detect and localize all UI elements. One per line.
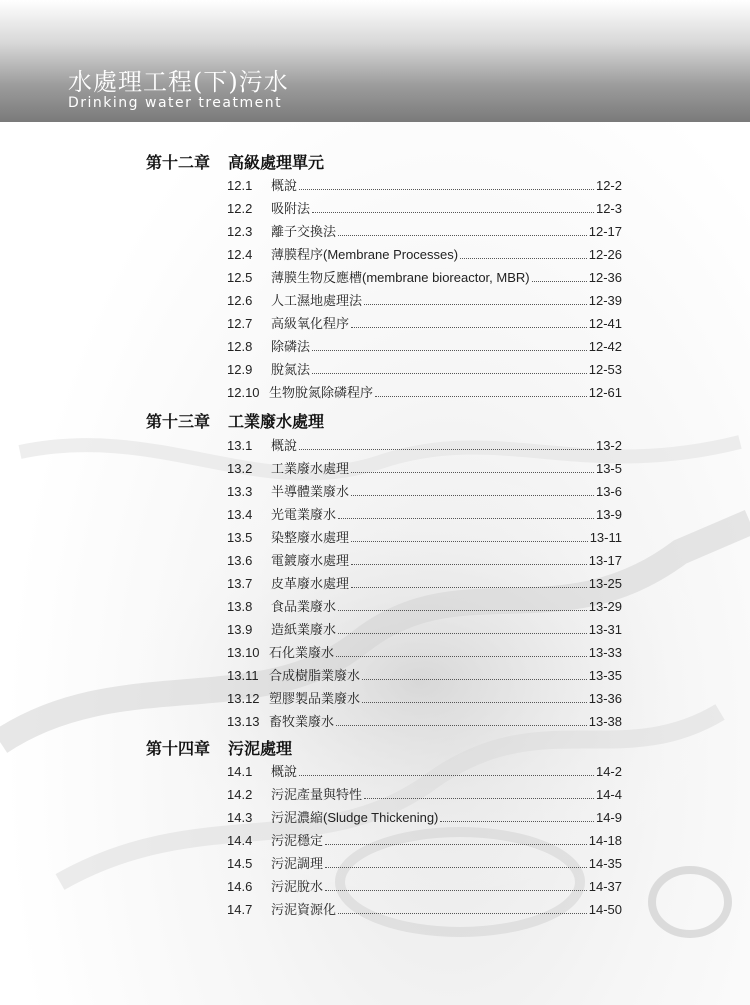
dot-leader: [325, 867, 587, 868]
page-number: 13-9: [595, 507, 622, 522]
toc-entry: [227, 807, 622, 827]
toc-entry: [227, 481, 622, 501]
page-number: 13-17: [588, 553, 622, 568]
dot-leader: [299, 775, 594, 776]
toc-entry: [227, 784, 622, 804]
section-number: 14.7: [227, 902, 253, 917]
section-title: 石化業廢水: [269, 645, 335, 660]
section-number: 13.3: [227, 484, 253, 499]
section-title: 人工濕地處理法: [271, 293, 363, 308]
dot-leader: [532, 281, 587, 282]
section-title: 污泥資源化: [271, 902, 337, 917]
page-number: 12-26: [588, 247, 622, 262]
dot-leader: [375, 396, 587, 397]
dot-leader: [460, 258, 587, 259]
toc-entry: [227, 382, 622, 402]
toc-entry: [227, 550, 622, 570]
section-title: 污泥穩定: [271, 833, 324, 848]
dot-leader: [325, 890, 587, 891]
dot-leader: [351, 327, 587, 328]
toc-entry: [227, 313, 622, 333]
page-number: 13-11: [589, 530, 622, 545]
dot-leader: [362, 702, 587, 703]
page-number: 14-4: [595, 787, 622, 802]
toc-entry: [227, 527, 622, 547]
dot-leader: [338, 518, 594, 519]
toc-entry: [227, 267, 622, 287]
section-title: 概說: [271, 438, 298, 453]
section-title: 薄膜生物反應槽(membrane bioreactor, MBR): [271, 270, 530, 285]
toc-entry: [227, 711, 622, 731]
section-title: 畜牧業廢水: [269, 714, 335, 729]
section-number: 14.6: [227, 879, 253, 894]
page-number: 13-29: [588, 599, 622, 614]
toc-entry: [227, 688, 622, 708]
dot-leader: [351, 495, 594, 496]
section-title: 合成樹脂業廢水: [269, 668, 361, 683]
toc-entry: [227, 504, 622, 524]
dot-leader: [336, 656, 587, 657]
section-number: 12.2: [227, 201, 253, 216]
dot-leader: [312, 350, 587, 351]
page-number: 12-39: [588, 293, 622, 308]
section-title: 染整廢水處理: [271, 530, 350, 545]
section-number: 12.7: [227, 316, 253, 331]
section-title: 食品業廢水: [271, 599, 337, 614]
chapter-heading: [146, 409, 324, 432]
section-number: 12.3: [227, 224, 253, 239]
dot-leader: [336, 725, 587, 726]
dot-leader: [351, 564, 587, 565]
page-number: 12-53: [588, 362, 622, 377]
section-title: 污泥濃縮(Sludge Thickening): [271, 810, 439, 825]
toc-entry: [227, 435, 622, 455]
section-number: 13.5: [227, 530, 253, 545]
chapter-title: 污泥處理: [228, 739, 293, 758]
section-number: 13.11: [227, 668, 259, 683]
toc-entry: [227, 665, 622, 685]
section-number: 12.6: [227, 293, 253, 308]
toc-entry: [227, 359, 622, 379]
section-title: 污泥產量與特性: [271, 787, 363, 802]
section-number: 14.4: [227, 833, 253, 848]
section-number: 13.1: [227, 438, 253, 453]
toc-entry: [227, 761, 622, 781]
dot-leader: [362, 679, 587, 680]
section-number: 13.6: [227, 553, 253, 568]
section-number: 13.7: [227, 576, 253, 591]
section-number: 12.8: [227, 339, 253, 354]
page-number: 13-33: [588, 645, 622, 660]
section-title: 污泥調理: [271, 856, 324, 871]
section-number: 14.3: [227, 810, 253, 825]
section-number: 12.5: [227, 270, 253, 285]
dot-leader: [351, 541, 588, 542]
section-title: 薄膜程序(Membrane Processes): [271, 247, 459, 262]
dot-leader: [338, 913, 587, 914]
section-title: 脫氮法: [271, 362, 311, 377]
section-title: 塑膠製品業廢水: [269, 691, 361, 706]
chapter-title: 工業廢水處理: [228, 412, 325, 431]
dot-leader: [351, 587, 587, 588]
section-title: 半導體業廢水: [271, 484, 350, 499]
page-number: 14-2: [595, 764, 622, 779]
chapter-heading: [146, 150, 324, 173]
section-title: 概說: [271, 178, 298, 193]
toc-entry: [227, 853, 622, 873]
page-number: 13-5: [595, 461, 622, 476]
toc-entry: [227, 458, 622, 478]
page-number: 12-42: [588, 339, 622, 354]
toc-entry: [227, 830, 622, 850]
section-title: 工業廢水處理: [271, 461, 350, 476]
page-number: 12-41: [588, 316, 622, 331]
chapter-heading: [146, 736, 292, 759]
page-number: 13-36: [588, 691, 622, 706]
toc-entry: [227, 290, 622, 310]
page-number: 13-25: [588, 576, 622, 591]
page-number: 14-35: [588, 856, 622, 871]
page-number: 12-3: [595, 201, 622, 216]
page-header: [0, 0, 750, 122]
dot-leader: [312, 373, 587, 374]
dot-leader: [338, 633, 587, 634]
page-number: 13-38: [588, 714, 622, 729]
section-number: 14.5: [227, 856, 253, 871]
toc-entry: [227, 198, 622, 218]
toc-entry: [227, 244, 622, 264]
section-number: 13.9: [227, 622, 253, 637]
dot-leader: [312, 212, 594, 213]
section-title: 離子交換法: [271, 224, 337, 239]
toc-entry: [227, 899, 622, 919]
dot-leader: [440, 821, 594, 822]
dot-leader: [325, 844, 587, 845]
toc-entry: [227, 876, 622, 896]
dot-leader: [338, 235, 587, 236]
page-number: 13-35: [588, 668, 622, 683]
page-number: 13-31: [588, 622, 622, 637]
section-number: 13.2: [227, 461, 253, 476]
section-title: 概說: [271, 764, 298, 779]
section-title: 污泥脫水: [271, 879, 324, 894]
section-number: 12.4: [227, 247, 253, 262]
chapter-number: 第十二章: [146, 153, 211, 172]
dot-leader: [351, 472, 594, 473]
section-number: 12.1: [227, 178, 253, 193]
page-number: 14-50: [588, 902, 622, 917]
section-title: 電鍍廢水處理: [271, 553, 350, 568]
page-number: 13-2: [595, 438, 622, 453]
page-number: 13-6: [595, 484, 622, 499]
page-number: 12-17: [588, 224, 622, 239]
toc-entry: [227, 175, 622, 195]
page-number: 12-36: [588, 270, 622, 285]
chapter-title: 高級處理單元: [228, 153, 325, 172]
dot-leader: [299, 189, 594, 190]
page-number: 12-61: [588, 385, 622, 400]
chapter-number: 第十四章: [146, 739, 211, 758]
section-number: 13.4: [227, 507, 253, 522]
book-title: 水處理工程(下)污水: [68, 68, 289, 96]
section-number: 14.1: [227, 764, 253, 779]
section-title: 高級氧化程序: [271, 316, 350, 331]
section-number: 13.12: [227, 691, 260, 706]
dot-leader: [299, 449, 594, 450]
toc-entry: [227, 596, 622, 616]
section-title: 吸附法: [271, 201, 311, 216]
section-title: 造紙業廢水: [271, 622, 337, 637]
toc-entry: [227, 619, 622, 639]
section-number: 12.10: [227, 385, 260, 400]
toc-entry: [227, 642, 622, 662]
page-number: 14-37: [588, 879, 622, 894]
page-number: 14-9: [595, 810, 622, 825]
section-title: 除磷法: [271, 339, 311, 354]
section-number: 13.10: [227, 645, 260, 660]
section-title: 光電業廢水: [271, 507, 337, 522]
section-title: 皮革廢水處理: [271, 576, 350, 591]
page-number: 12-2: [595, 178, 622, 193]
toc-entry: [227, 573, 622, 593]
toc-entry: [227, 336, 622, 356]
section-number: 14.2: [227, 787, 253, 802]
section-number: 13.8: [227, 599, 253, 614]
section-title: 生物脫氮除磷程序: [269, 385, 374, 400]
page-number: 14-18: [588, 833, 622, 848]
section-number: 12.9: [227, 362, 253, 377]
dot-leader: [364, 798, 594, 799]
dot-leader: [364, 304, 587, 305]
dot-leader: [338, 610, 587, 611]
toc-entry: [227, 221, 622, 241]
book-subtitle: Drinking water treatment: [68, 95, 283, 111]
section-number: 13.13: [227, 714, 260, 729]
chapter-number: 第十三章: [146, 412, 211, 431]
